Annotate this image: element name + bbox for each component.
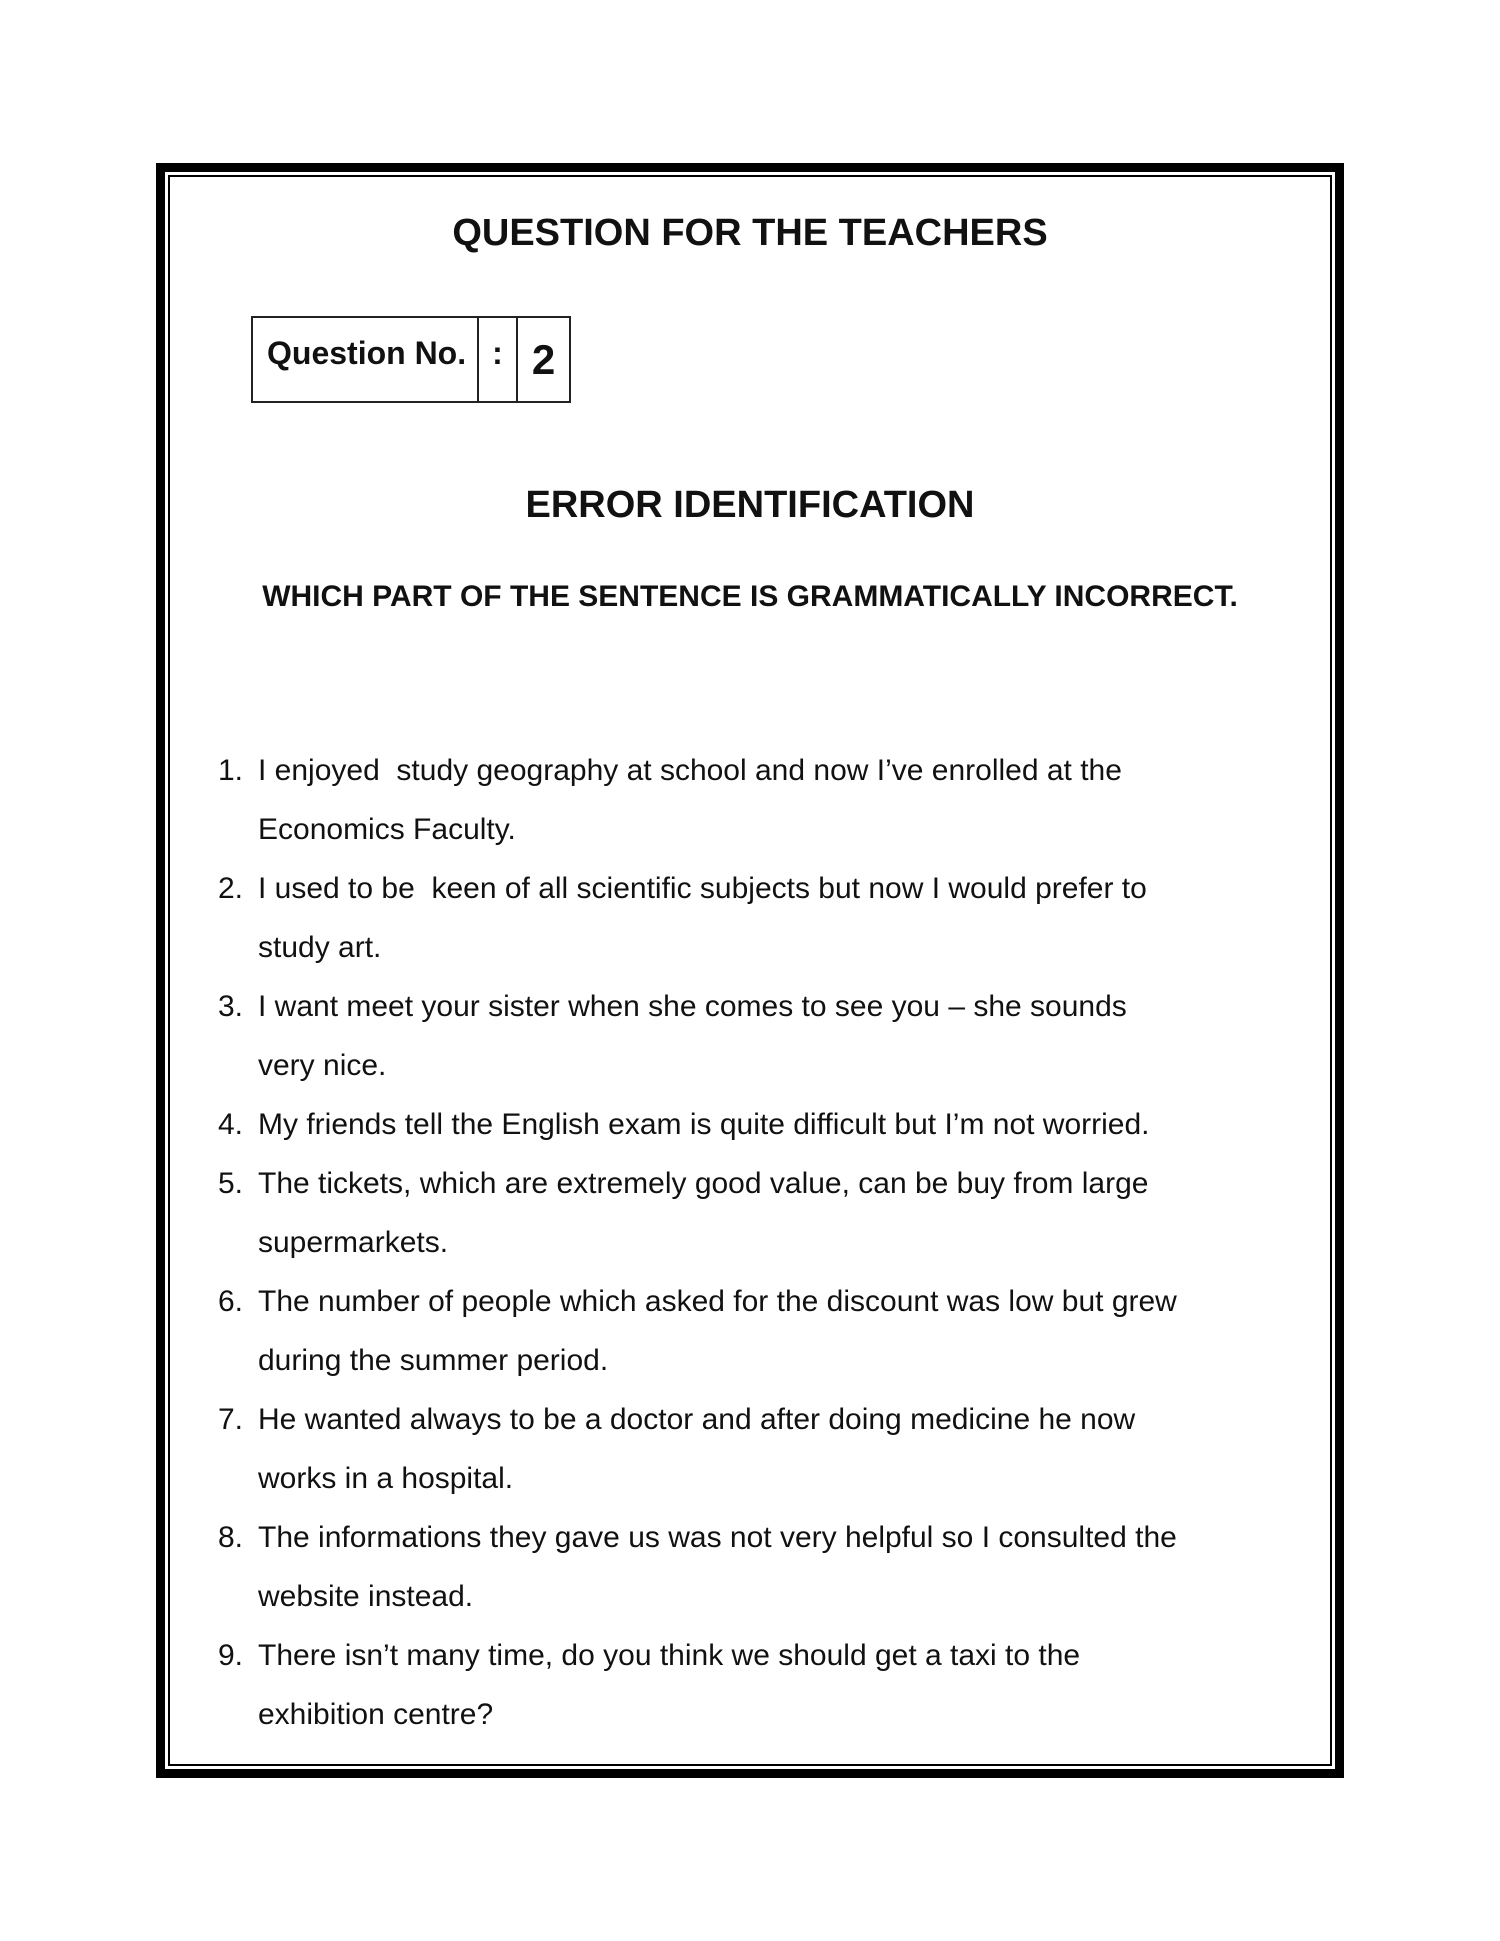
- list-item-text: website instead.: [258, 1580, 474, 1613]
- list-item-text: My friends tell the English exam is quite difficult but I’m not worried.: [258, 1108, 1150, 1141]
- list-item: [218, 1508, 1177, 1567]
- list-item-number: [218, 1449, 258, 1508]
- list-item: [218, 741, 1177, 800]
- list-item-number: 9.: [218, 1639, 244, 1672]
- list-item-text: Economics Faculty.: [258, 813, 516, 846]
- list-item-text: during the summer period.: [258, 1344, 609, 1377]
- list-item-text: supermarkets.: [258, 1226, 449, 1259]
- list-item: [218, 1154, 1177, 1213]
- list-item: [218, 1390, 1177, 1449]
- list-item: [218, 1036, 1177, 1095]
- list-item-text: The tickets, which are extremely good value, can be buy from large: [258, 1167, 1149, 1200]
- list-item-number: [218, 1685, 258, 1744]
- list-item-text: exhibition centre?: [258, 1698, 494, 1731]
- list-item-number: [218, 1567, 258, 1626]
- list-item: [218, 1626, 1177, 1685]
- list-item-number: 2.: [218, 872, 244, 905]
- list-item-number: 6.: [218, 1285, 244, 1318]
- list-item-number: [218, 1331, 258, 1390]
- list-item-text: I enjoyed study geography at school and now I’ve enrolled at the: [258, 754, 1122, 787]
- list-item-text: study art.: [258, 931, 382, 964]
- list-item-text: I want meet your sister when she comes to see you – she sounds: [258, 990, 1127, 1023]
- list-item: [218, 918, 1177, 977]
- list-item-text: I used to be keen of all scientific subjects but now I would prefer to: [258, 872, 1147, 905]
- list-item: [218, 1213, 1177, 1272]
- list-item-number: 5.: [218, 1167, 244, 1200]
- list-item-number: 7.: [218, 1403, 244, 1436]
- list-item: [218, 1331, 1177, 1390]
- list-item-number: 4.: [218, 1108, 244, 1141]
- list-item-number: [218, 918, 258, 977]
- list-item: [218, 1095, 1177, 1154]
- section-heading: ERROR IDENTIFICATION: [525, 484, 975, 526]
- list-item-number: 3.: [218, 990, 244, 1023]
- list-item: [218, 859, 1177, 918]
- list-item-number: [218, 1036, 258, 1095]
- list-item: [218, 800, 1177, 859]
- list-item-number: [218, 800, 258, 859]
- instruction-text: WHICH PART OF THE SENTENCE IS GRAMMATICALLY INCORRECT.: [262, 580, 1238, 613]
- page-title: QUESTION FOR THE TEACHERS: [452, 212, 1048, 254]
- question-number-label: Question No.: [267, 335, 467, 371]
- list-item-text: He wanted always to be a doctor and after doing medicine he now: [258, 1403, 1136, 1436]
- question-number-box: [251, 316, 571, 403]
- list-item: [218, 1567, 1177, 1626]
- list-item-text: The informations they gave us was not very helpful so I consulted the: [258, 1521, 1177, 1554]
- list-item-text: There isn’t many time, do you think we should get a taxi to the: [258, 1639, 1081, 1672]
- list-item-number: 1.: [218, 754, 244, 787]
- question-number-value: 2: [516, 318, 569, 401]
- list-item-text: works in a hospital.: [258, 1462, 514, 1495]
- list-item: [218, 1272, 1177, 1331]
- list-item: [218, 1685, 1177, 1744]
- list-item-number: [218, 1213, 258, 1272]
- question-number-separator: :: [477, 318, 516, 401]
- question-list: [218, 741, 1177, 1744]
- list-item: [218, 1449, 1177, 1508]
- list-item: [218, 977, 1177, 1036]
- list-item-text: very nice.: [258, 1049, 387, 1082]
- list-item-text: The number of people which asked for the discount was low but grew: [258, 1285, 1177, 1318]
- list-item-number: 8.: [218, 1521, 244, 1554]
